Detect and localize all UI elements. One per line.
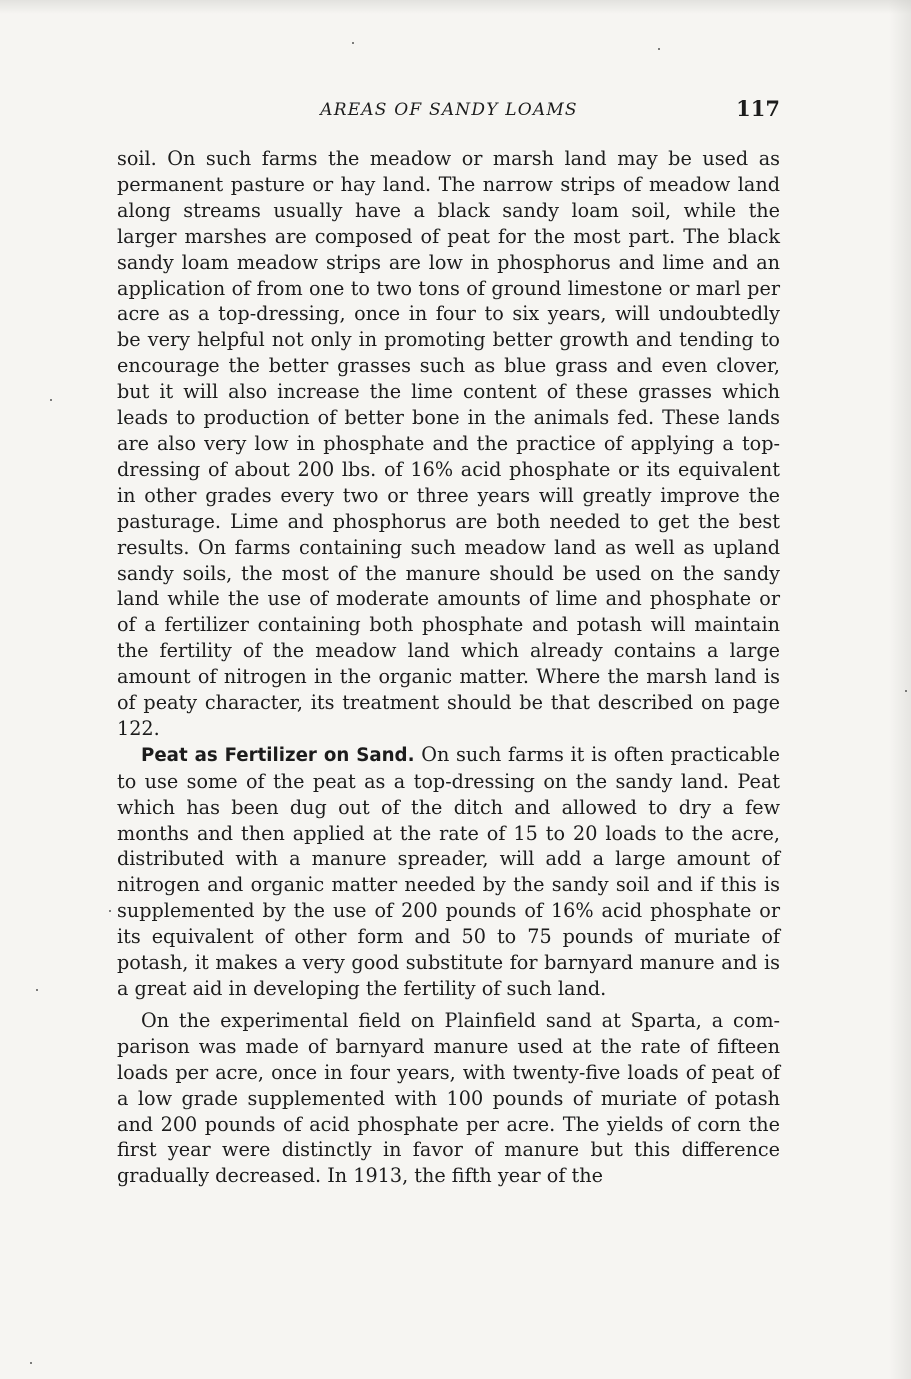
scan-speck: [658, 48, 660, 50]
scan-speck: [50, 399, 52, 401]
page-number: 117: [736, 96, 780, 121]
scan-top-edge: [0, 0, 911, 14]
paragraph-continuation: soil. On such farms the meadow or marsh land may be used as permanent pasture or hay land. The narrow strips of meadow land along streams usually have a black sandy loam soil, while the larger marshes are composed of peat for the most part. The black sandy loam meadow strips are low in phosphorus and lime and an application of from one to two tons of ground limestone or marl per acre as a top-dressing, once in four to six years, will undoubtedly be very helpful not only in promoting better growth and tending to encourage the better grasses such as blue grass and even clover, but it will also increase the lime content of these grasses which leads to production of better bone in the animals fed. These lands are also very low in phosphate and the practice of applying a top-dressing of about 200 lbs. of 16% acid phosphate or its equivalent in other grades every two or three years will greatly improve the pasturage. Lime and phosphorus are both needed to get the best results. On farms containing such meadow land as well as upland sandy soils, the most of the manure should be used on the sandy land while the use of moderate amounts of lime and phosphate or of a fertilizer containing both phosphate and potash will maintain the fertility of the meadow land which already contains a large amount of nitrogen in the organic matter. Where the marsh land is of peaty character, its treatment should be that described on page 122.: [117, 147, 780, 740]
paragraph-heading: Peat as Fertilizer on Sand.: [141, 744, 415, 766]
running-header: [118, 96, 780, 126]
paragraph-peat-as-fertilizer: [117, 742, 780, 1002]
scan-right-edge: [889, 0, 911, 1379]
body-text: [117, 146, 780, 1189]
paragraph-text: On such farms it is often practicable to use some of the peat as a top-dressing on the sandy land. Peat which has been dug out of the ditch and allowed to dry a few months and then applied at the rate of 15 to 20 loads to the acre, distributed with a manure spreader, will add a large amount of nitrogen and organic matter needed by the sandy soil and if this is supplemented by the use of 200 pounds of 16% acid phosphate or its equivalent of other form and 50 to 75 pounds of muriate of potash, it makes a very good substitute for barnyard manure and is a great aid in developing the fertility of such land.: [117, 742, 781, 1000]
scan-speck: [109, 910, 111, 912]
running-title: AREAS OF SANDY LOAMS: [320, 100, 578, 120]
scan-speck: [352, 42, 354, 44]
scan-speck: [30, 1362, 32, 1364]
scan-speck: [36, 989, 38, 991]
scan-speck: [905, 690, 907, 692]
paragraph-sparta-experiment: On the experimental field on Plainfield sand at Sparta, a comparison was made of barnyard manure used at the rate of fifteen loads per acre, once in four years, with twenty-five loads of peat of a low grade supplemented with 100 pounds of muriate of potash and 200 pounds of acid phosphate per acre. The yields of corn the first year were distinctly in favor of manure but this difference gradually decreased. In 1913, the fifth year of the: [117, 1008, 780, 1188]
